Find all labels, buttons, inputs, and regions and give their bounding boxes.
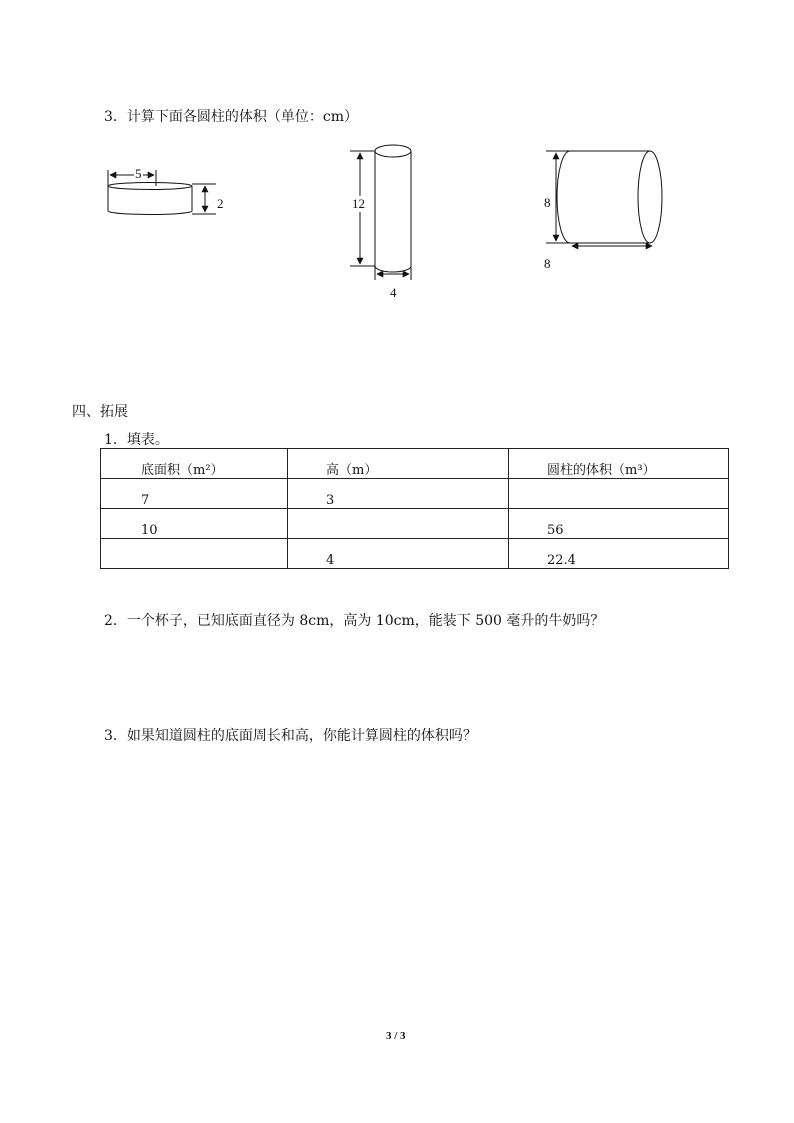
table-cell: [101, 539, 288, 569]
cylinder-3-height-label: 8: [544, 195, 551, 210]
table-cell: 22.4: [509, 539, 729, 569]
question-4-2: 2．一个杯子，已知底面直径为 8cm，高为 10cm，能装下 500 毫升的牛奶吗？: [104, 613, 605, 629]
table-row: [101, 479, 729, 509]
table-cell: 10: [101, 509, 288, 539]
section-4-heading: 四、拓展: [72, 404, 128, 420]
table-row: [101, 509, 729, 539]
cylinder-2-width-label: 4: [390, 285, 397, 300]
table-cell: 56: [509, 509, 729, 539]
table-row: [101, 539, 729, 569]
question-3-title: 3．计算下面各圆柱的体积（单位：cm）: [104, 109, 359, 125]
table-cell: [288, 509, 509, 539]
cylinder-1-height-label: 2: [217, 196, 224, 211]
cylinder-1: [108, 170, 216, 215]
fill-in-table: [100, 448, 729, 569]
table-header-cell: 圆柱的体积（m³）: [509, 449, 729, 479]
question-4-1: 1．填表。: [104, 432, 169, 448]
question-4-3: 3．如果知道圆柱的底面周长和高，你能计算圆柱的体积吗？: [104, 728, 477, 744]
table-cell: 3: [288, 479, 509, 509]
page-number: 3 / 3: [386, 1030, 406, 1042]
cylinder-2: [350, 145, 411, 280]
table-header-cell: 底面积（m²）: [101, 449, 288, 479]
table-cell: [509, 479, 729, 509]
cylinder-2-height-label: 12: [352, 196, 365, 211]
table-cell: 7: [101, 479, 288, 509]
table-header-row: [101, 449, 729, 479]
cylinder-1-diameter-label: 5: [135, 166, 142, 181]
cylinder-3: [546, 151, 662, 246]
table-header-cell: 高（m）: [288, 449, 509, 479]
table-cell: 4: [288, 539, 509, 569]
cylinder-3-width-label: 8: [544, 256, 551, 271]
